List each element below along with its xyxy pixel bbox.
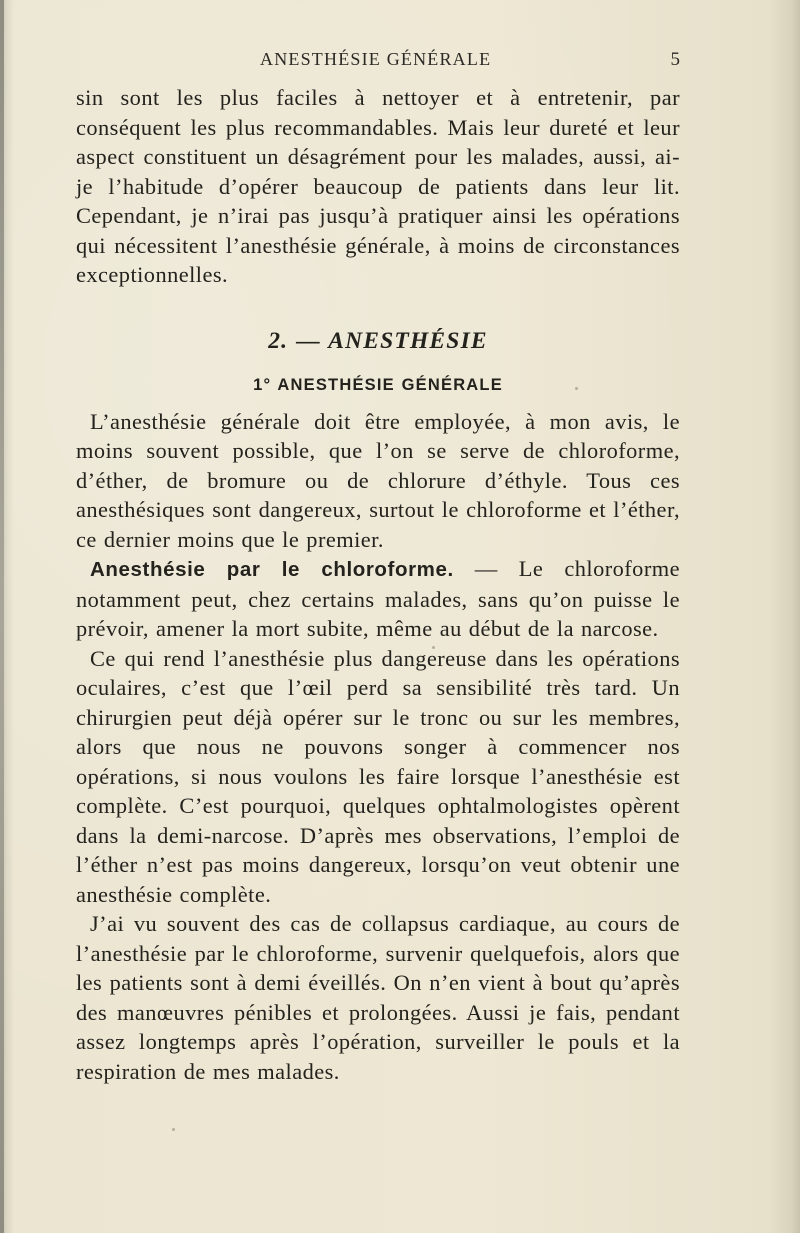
paragraph-chloroform: [76, 554, 680, 644]
paper-speck: [172, 1128, 175, 1131]
page-header: [60, 49, 680, 75]
page-binding-edge: [0, 0, 4, 1233]
paper-speck: [458, 655, 460, 657]
paper-speck: [432, 646, 435, 649]
paragraph-continued: sin sont les plus faciles à nettoyer et à entretenir, par conséquent les plus recommandables. Mais leur dureté et leur aspect constituent un désagrément pour les malades, aussi, ai-je l’habitude d’opérer beaucoup de patients dans leur lit. Cependant, je n’irai pas jusqu’à pratiquer ainsi les opérations qui nécessitent l’anesthésie générale, à moins de circonstances exceptionnelles.: [76, 85, 680, 287]
paragraph-ocular-operations: Ce qui rend l’anesthésie plus dangereuse dans les opérations oculaires, c’est que l’œil perd sa sensibilité très tard. Un chirurgien peut déjà opérer sur le tronc ou sur les membres, alors que nous ne pouvons songer à commencer nos opérations, si nous voulons les faire lorsque l’anesthésie est complète. C’est pourquoi, quelques ophtalmologistes opèrent dans la demi-narcose. D’après mes observations, l’emploi de l’éther n’est pas moins dangereux, lorsqu’on veut obtenir une anesthésie complète.: [76, 645, 680, 907]
body-text: [76, 83, 680, 1086]
running-head: ANESTHÉSIE GÉNÉRALE: [260, 49, 492, 69]
page-number: 5: [670, 49, 680, 70]
paragraph-run-in-heading: Anesthésie par le chloroforme.: [90, 558, 454, 581]
paragraph-general-anesthesia: L’anesthésie générale doit être employée, à mon avis, le moins souvent possible, que l’on se serve de chloroforme, d’éther, de bromure ou de chlorure d’éthyle. Tous ces anesthésiques sont dangereux, surtout le chloroforme et l’éther, ce dernier moins que le premier.: [76, 408, 680, 552]
paper-speck: [575, 387, 578, 390]
paragraph-chloroform-text: — Le chloroforme notamment peut, chez certains malades, sans qu’on puisse le prévoir, amener la mort subite, même au début de la narcose.: [76, 556, 680, 641]
subsection-title: 1° ANESTHÉSIE GÉNÉRALE: [253, 375, 503, 394]
paragraph-cardiac-collapse: J’ai vu souvent des cas de collapsus cardiaque, au cours de l’anesthésie par le chloroforme, survenir quelquefois, alors que les patients sont à demi éveillés. On n’en vient à bout qu’après des manœuvres pénibles et prolongées. Aussi je fais, pendant assez longtemps après l’opération, surveiller le pouls et la respiration de mes malades.: [76, 911, 680, 1084]
section-title: 2. — ANESTHÉSIE: [268, 327, 488, 354]
